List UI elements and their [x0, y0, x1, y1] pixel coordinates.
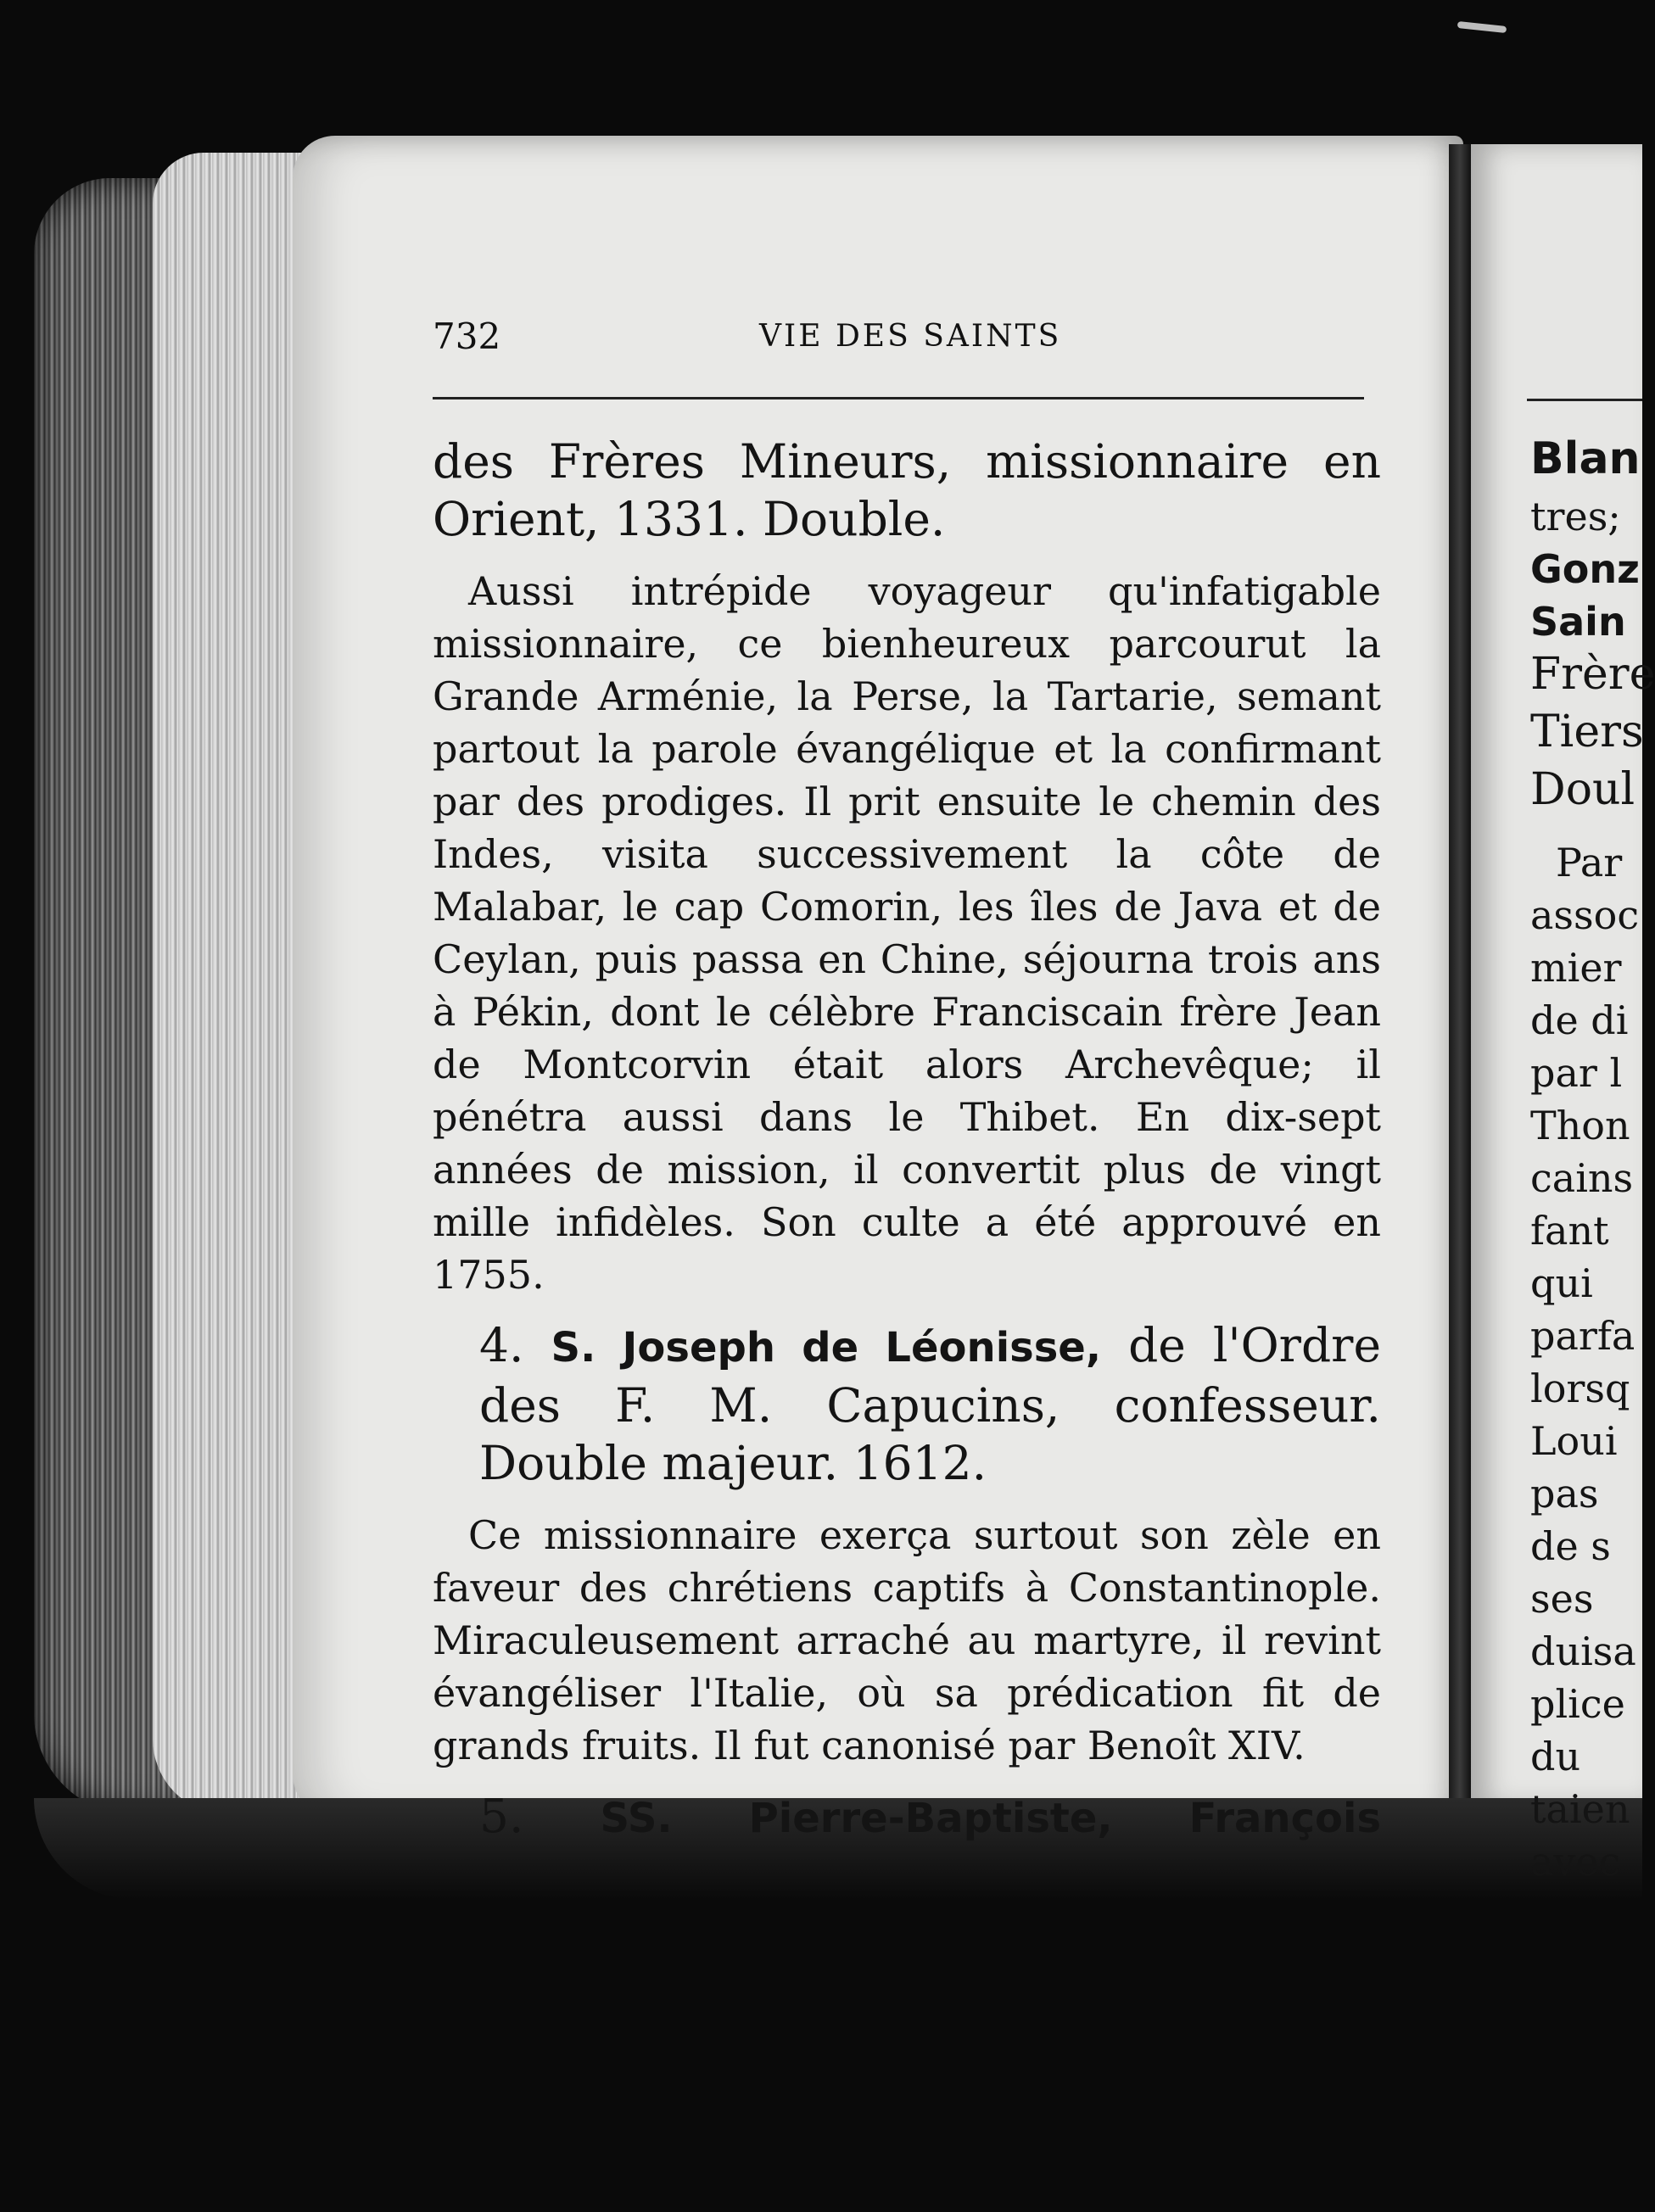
right-line: Loui [1530, 1418, 1618, 1464]
right-line: Tiers [1530, 707, 1644, 757]
right-line: du [1530, 1734, 1581, 1779]
right-line: de di [1530, 997, 1629, 1043]
entry-5-name-1: SS. [600, 1795, 673, 1842]
right-line: taien [1530, 1786, 1630, 1832]
running-title: VIE DES SAINTS [759, 319, 1062, 354]
running-head [433, 316, 1366, 366]
page-number: 732 [433, 316, 501, 357]
right-line: de s [1530, 1523, 1611, 1569]
entry-5-heading [433, 1787, 1381, 1847]
right-line: parfa [1530, 1313, 1635, 1359]
paragraph-2: Ce missionnaire exerça surtout son zèle en faveur des chrétiens captifs à Constantinople. Miraculeusement arraché au martyre, il revint évangéliser l'Italie, où sa prédication fit de grands fruits. Il fut canonisé par Benoît XIV. [433, 1512, 1381, 1768]
right-header-rule [1527, 399, 1642, 401]
entry-4-description: de l'Ordre des F. M. Capucins, confesseur. Double majeur. 1612. [479, 1318, 1382, 1490]
right-line: mier [1530, 945, 1622, 991]
right-line: duisa [1530, 1628, 1636, 1674]
dust-speck [1457, 21, 1507, 33]
right-line: cains [1530, 1155, 1634, 1201]
header-rule [433, 397, 1364, 399]
right-line: Frère [1530, 649, 1655, 700]
right-line: avec [1530, 1839, 1621, 1885]
entry-continuation: des Frères Mineurs, missionnaire en Orient, 1331. Double. [433, 434, 1381, 546]
entry-5-number: 5. [479, 1789, 524, 1843]
entry-5-name-3: François [1188, 1795, 1382, 1842]
right-line: pas [1530, 1471, 1599, 1517]
right-line: ses [1530, 1576, 1594, 1622]
right-line: Gonz [1530, 546, 1640, 592]
right-line: assoc [1530, 892, 1640, 938]
right-line: Par [1556, 840, 1623, 885]
right-line: par l [1530, 1050, 1623, 1096]
entry-4-number: 4. [479, 1318, 524, 1372]
right-line: Blan [1530, 433, 1641, 484]
right-line: qui [1530, 1260, 1593, 1306]
right-line: Thon [1530, 1103, 1630, 1148]
right-line: fant [1530, 1208, 1609, 1254]
paragraph-1: Aussi intrépide voyageur qu'infatigable missionnaire, ce bienheureux parcourut la Grande Arménie, la Perse, la Tartarie, semant partout la parole évangélique et la confirmant par des prodiges. Il prit ensuite le chemin des Indes, visita successivement la côte de Malabar, le cap Comorin, les îles de Java et de Ceylan, puis passa en Chine, séjourna trois ans à Pékin, dont le célèbre Franciscain frère Jean de Montcorvin était alors Archevêque; il pénétra aussi dans le Thibet. En dix-sept années de mission, il convertit plus de vingt mille infidèles. Son culte a été approuvé en 1755. [433, 568, 1381, 1298]
right-line: Sain [1530, 599, 1626, 645]
entry-4-heading [433, 1316, 1381, 1492]
right-line: plice [1530, 1681, 1625, 1727]
right-line: tres; [1530, 494, 1621, 539]
right-line: lorsq [1530, 1366, 1630, 1411]
left-page-text [433, 433, 1381, 1864]
entry-4-saint-name: S. Joseph de Léonisse, [551, 1324, 1102, 1371]
entry-5-name-2: Pierre-Baptiste, [748, 1795, 1113, 1842]
right-line: Doul [1530, 764, 1635, 815]
right-page-text [1530, 433, 1655, 1888]
book-gutter [1449, 144, 1471, 1832]
